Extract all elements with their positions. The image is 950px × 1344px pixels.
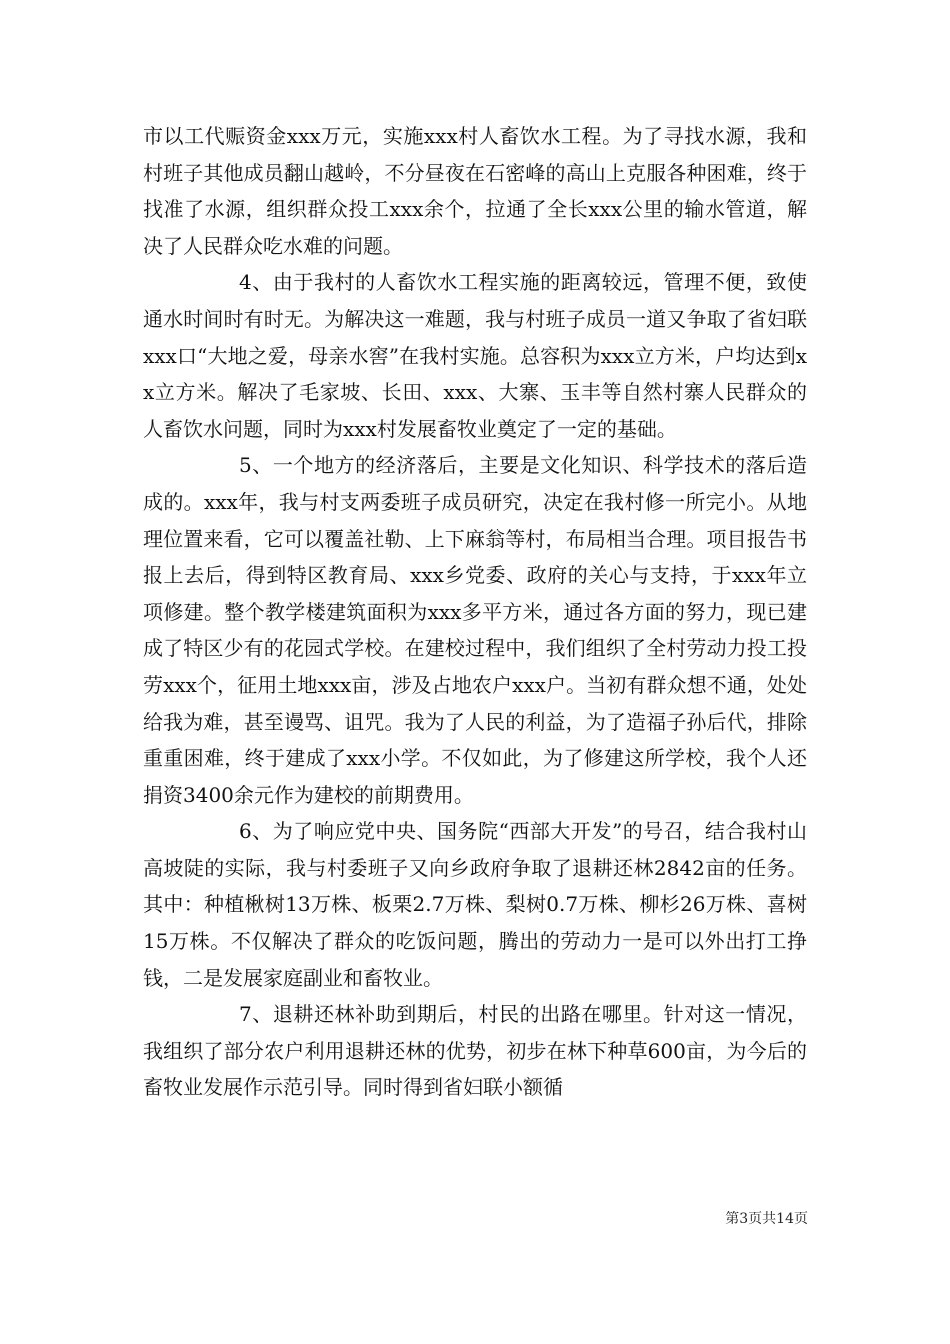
paragraph-item-5: 5、一个地方的经济落后，主要是文化知识、科学技术的落后造成的。xxx年，我与村支两委班子成员研究，决定在我村修一所完小。从地理位置来看，它可以覆盖社勒、上下麻翁等村，布局相当合理。项目报告书报上去后，得到特区教育局、xxx乡党委、政府的关心与支持，于xxx年立项修建。整个教学楼建筑面积为xxx多平方米，通过各方面的努力，现已建成了特区少有的花园式学校。在建校过程中，我们组织了全村劳动力投工投劳xxx个，征用土地xxx亩，涉及占地农户xxx户。当初有群众想不通，处处给我为难，甚至谩骂、诅咒。我为了人民的利益，为了造福子孙后代，排除重重困难，终于建成了xxx小学。不仅如此，为了修建这所学校，我个人还捐资3400余元作为建校的前期费用。: [143, 453, 807, 807]
paragraph-item-7: 7、退耕还林补助到期后，村民的出路在哪里。针对这一情况，我组织了部分农户利用退耕还林的优势，初步在林下种草600亩，为今后的畜牧业发展作示范引导。同时得到省妇联小额循: [143, 1002, 807, 1100]
paragraph-item-6: 6、为了响应党中央、国务院“西部大开发”的号召，结合我村山高坡陡的实际，我与村委班子又向乡政府争取了退耕还林2842亩的任务。其中：种植楸树13万株、板栗2.7万株、梨树0.7万株、柳杉26万株、喜树15万株。不仅解决了群众的吃饭问题，腾出的劳动力一是可以外出打工挣钱，二是发展家庭副业和畜牧业。: [143, 819, 807, 990]
document-body: [143, 118, 807, 1106]
paragraph-item-4: 4、由于我村的人畜饮水工程实施的距离较远，管理不便，致使通水时间时有时无。为解决这一难题，我与村班子成员一道又争取了省妇联xxx口“大地之爱，母亲水窖”在我村实施。总容积为xxx立方米，户均达到xx立方米。解决了毛家坡、长田、xxx、大寨、玉丰等自然村寨人民群众的人畜饮水问题，同时为xxx村发展畜牧业奠定了一定的基础。: [143, 270, 807, 441]
paragraph-continuation: 市以工代赈资金xxx万元，实施xxx村人畜饮水工程。为了寻找水源，我和村班子其他成员翻山越岭，不分昼夜在石密峰的高山上克服各种困难，终于找准了水源，组织群众投工xxx余个，拉通了全长xxx公里的输水管道，解决了人民群众吃水难的问题。: [143, 124, 807, 258]
page-number-footer: 第3页共14页: [725, 1211, 808, 1227]
